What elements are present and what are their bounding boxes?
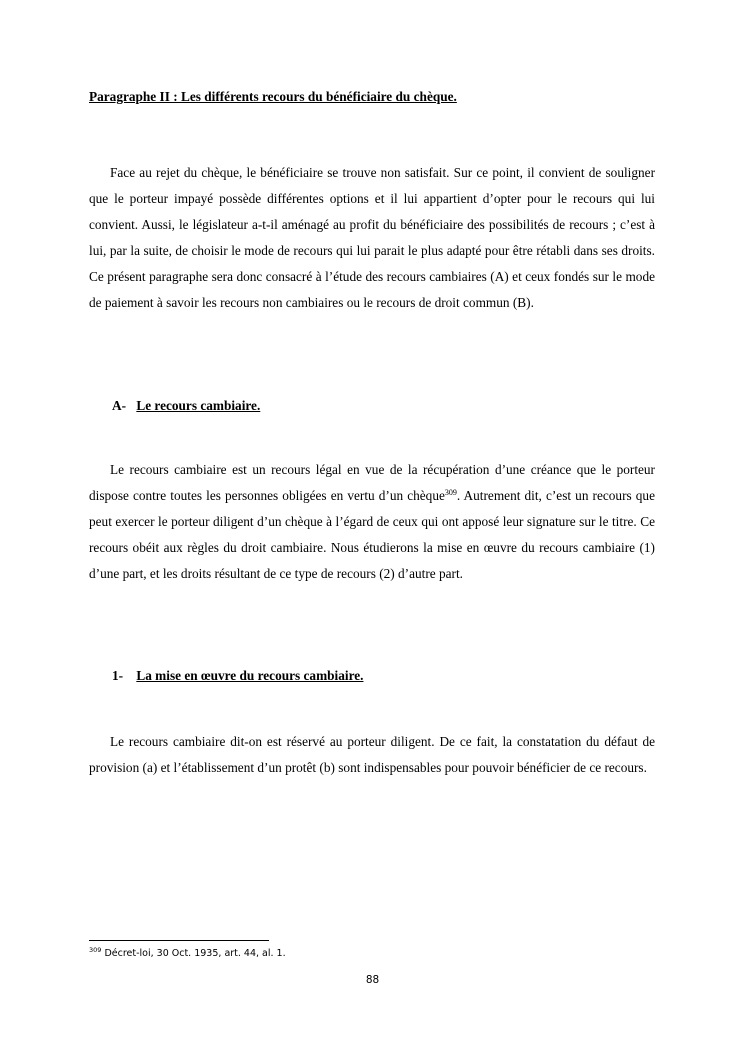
subheading-1-title: La mise en œuvre du recours cambiaire.: [136, 668, 364, 683]
page-number: 88: [365, 974, 380, 986]
footnote-divider: [89, 940, 269, 941]
paragraph-recours-cambiaire-text: Le recours cambiaire est un recours légal en vue de la récupération d’une créance que le porteur dispose contre toutes les personnes obligées en vertu d’un chèque: [89, 462, 655, 503]
footnote: [89, 948, 286, 959]
subheading-1-number: 1-: [112, 668, 124, 683]
subheading-a-title: Le recours cambiaire.: [136, 398, 261, 413]
paragraph-recours-cambiaire: [89, 457, 655, 587]
footnote-number: 309: [89, 946, 102, 954]
paragraph-intro: [89, 160, 655, 316]
paragraph-recours-cambiaire-text-continued: . Autrement dit, c’est un recours que peut exercer le porteur diligent d’un chèque à l’égard de ceux qui ont apposé leur signature sur le titre. Ce recours obéit aux règles du droit cambiaire. Nous étudierons la mise en œuvre du recours cambiaire (1) d’une part, et les droits résultant de ce type de recours (2) d’autre part.: [89, 488, 655, 581]
footnote-reference[interactable]: 309: [444, 488, 457, 497]
paragraph-mise-en-oeuvre: [89, 729, 655, 781]
paragraph-intro-text: Face au rejet du chèque, le bénéficiaire se trouve non satisfait. Sur ce point, il convient de souligner que le porteur impayé possède différentes options et il lui appartient d’opter pour le recours qui lui convient. Aussi, le législateur a-t-il aménagé au profit du bénéficiaire des possibilités de recours ; c’est à lui, par la suite, de choisir le mode de recours qui lui parait le plus adapté pour être rétabli dans ses droits. Ce présent paragraphe sera donc consacré à l’étude des recours cambiaires (A) et ceux fondés sur le mode de paiement à savoir les recours non cambiaires ou le recours de droit commun (B).: [89, 165, 655, 310]
subheading-1: [112, 668, 363, 684]
subheading-a: [112, 398, 260, 414]
section-heading: Paragraphe II : Les différents recours du bénéficiaire du chèque.: [89, 89, 457, 104]
subheading-a-number: A-: [112, 398, 127, 413]
footnote-text: Décret-loi, 30 Oct. 1935, art. 44, al. 1.: [101, 948, 286, 959]
paragraph-mise-en-oeuvre-text: Le recours cambiaire dit-on est réservé au porteur diligent. De ce fait, la constatation du défaut de provision (a) et l’établissement d’un protêt (b) sont indispensables pour pouvoir bénéficier de ce recours.: [89, 734, 655, 775]
